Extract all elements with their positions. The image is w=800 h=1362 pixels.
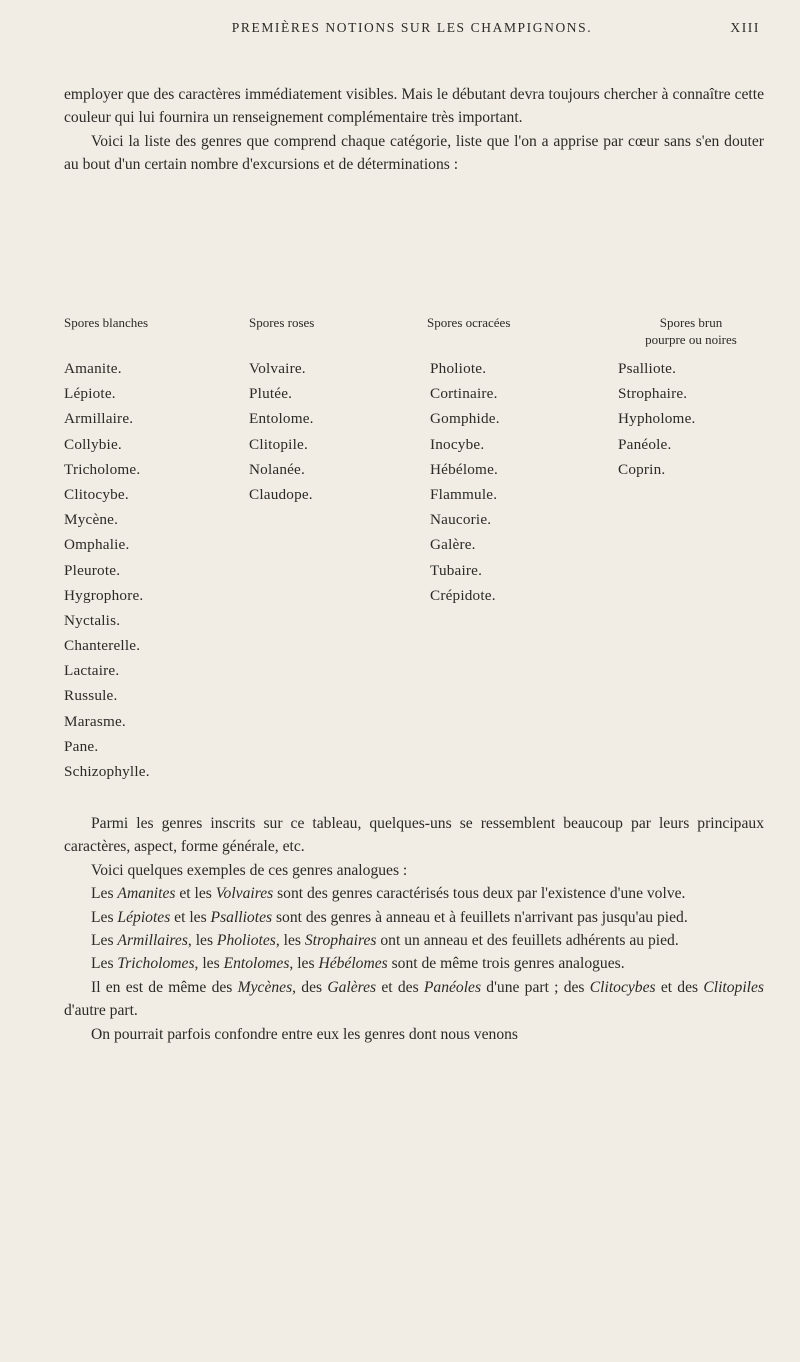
genus-item: Claudope. bbox=[249, 485, 313, 503]
page-number: XIII bbox=[730, 20, 760, 35]
column-header bbox=[64, 314, 234, 356]
genus-item: Inocybe. bbox=[430, 435, 485, 453]
column-header bbox=[249, 314, 399, 356]
genus-item: Crépidote. bbox=[430, 586, 496, 604]
genus-item: Nyctalis. bbox=[64, 611, 121, 629]
paragraph-amanites: Les Amanites et les Volvaires sont des genres caractérisés tous deux par l'existence d'une volve. bbox=[91, 885, 686, 903]
paragraph-analogues-intro: Parmi les genres inscrits sur ce tableau, quelques-uns se ressemblent beaucoup par leurs principaux caractères, aspect, forme générale, etc. bbox=[64, 815, 764, 856]
intro-text bbox=[64, 83, 764, 177]
genera-table bbox=[64, 314, 776, 780]
genus-item: Clitocybe. bbox=[64, 485, 129, 503]
genus-item: Hygrophore. bbox=[64, 586, 144, 604]
intro-paragraph-1: employer que des caractères immédiatement visibles. Mais le débutant devra toujours chercher à connaître cette couleur qui lui fournira un renseignement complémentaire très important. bbox=[64, 86, 764, 127]
column-header-label: Spores roses bbox=[249, 315, 315, 330]
paragraph-final: On pourrait parfois confondre entre eux les genres dont nous venons bbox=[91, 1025, 518, 1043]
genus-item: Schizophylle. bbox=[64, 763, 150, 780]
genus-item: Armillaire. bbox=[64, 410, 134, 428]
genus-item: Chanterelle. bbox=[64, 637, 141, 655]
genus-item: Tricholome. bbox=[64, 460, 141, 478]
genus-item: Lépiote. bbox=[64, 385, 116, 403]
genus-item: Lactaire. bbox=[64, 662, 120, 680]
genus-item: Volvaire. bbox=[249, 360, 306, 377]
column-header-label: Spores blanches bbox=[64, 315, 149, 330]
paragraph-examples: Voici quelques exemples de ces genres analogues : bbox=[91, 861, 408, 879]
genus-item: Mycène. bbox=[64, 511, 119, 529]
genus-item: Nolanée. bbox=[249, 460, 305, 478]
genus-item: Strophaire. bbox=[618, 385, 688, 403]
genus-item: Hébélome. bbox=[430, 460, 499, 478]
genus-list bbox=[576, 356, 776, 482]
column-header bbox=[427, 314, 597, 356]
genus-item: Cortinaire. bbox=[430, 385, 498, 403]
genus-item: Marasme. bbox=[64, 712, 126, 730]
genus-item: Russule. bbox=[64, 687, 118, 705]
paragraph-lepiotes: Les Lépiotes et les Psalliotes sont des genres à anneau et à feuillets n'arrivant pas jusqu'au pied. bbox=[91, 908, 688, 926]
genus-item: Naucorie. bbox=[430, 511, 492, 529]
running-head bbox=[64, 20, 760, 40]
genus-item: Coprin. bbox=[618, 460, 666, 478]
genus-item: Clitopile. bbox=[249, 435, 308, 453]
genus-item: Amanite. bbox=[64, 360, 122, 377]
paragraph-tricholomes: Les Tricholomes, les Entolomes, les Hébélomes sont de même trois genres analogues. bbox=[91, 955, 625, 973]
genus-item: Tubaire. bbox=[430, 561, 483, 579]
column-white-spores bbox=[64, 314, 234, 784]
paragraph-armillaires: Les Armillaires, les Pholiotes, les Strophaires ont un anneau et des feuillets adhérents au pied. bbox=[91, 932, 679, 950]
column-header-sublabel: pourpre ou noires bbox=[645, 332, 737, 347]
column-ochre-spores bbox=[427, 314, 597, 608]
analogues-text bbox=[64, 812, 764, 1046]
genus-item: Omphalie. bbox=[64, 536, 130, 554]
genus-item: Plutée. bbox=[249, 385, 293, 403]
column-header-label: Spores ocracées bbox=[427, 315, 511, 330]
genus-list bbox=[64, 356, 234, 784]
running-title: PREMIÈRES NOTIONS SUR LES CHAMPIGNONS. bbox=[231, 20, 593, 35]
genus-item: Flammule. bbox=[430, 485, 498, 503]
genus-item: Hypholome. bbox=[618, 410, 696, 428]
column-header-label: Spores brun bbox=[659, 315, 723, 330]
genus-list bbox=[427, 356, 597, 608]
genus-item: Gomphide. bbox=[430, 410, 500, 428]
column-pink-spores bbox=[249, 314, 399, 507]
intro-paragraph-2: Voici la liste des genres que comprend chaque catégorie, liste que l'on a apprise par cœur sans s'en douter au bout d'un certain nombre d'excursions et de déterminations : bbox=[64, 132, 764, 174]
column-dark-spores bbox=[576, 314, 776, 482]
column-header bbox=[576, 314, 776, 356]
paragraph-mycenes: Il en est de même des Mycènes, des Galères et des Panéoles d'une part ; des Clitocybes et des Clitopiles d'autre part. bbox=[64, 978, 764, 1020]
genus-item: Psalliote. bbox=[618, 360, 677, 377]
genus-item: Entolome. bbox=[249, 410, 314, 428]
genus-item: Galère. bbox=[430, 536, 476, 554]
genus-list bbox=[249, 356, 399, 507]
genus-item: Pleurote. bbox=[64, 561, 121, 579]
genus-item: Collybie. bbox=[64, 435, 122, 453]
genus-item: Panéole. bbox=[618, 435, 672, 453]
genus-item: Pholiote. bbox=[430, 360, 487, 377]
genus-item: Pane. bbox=[64, 737, 99, 755]
